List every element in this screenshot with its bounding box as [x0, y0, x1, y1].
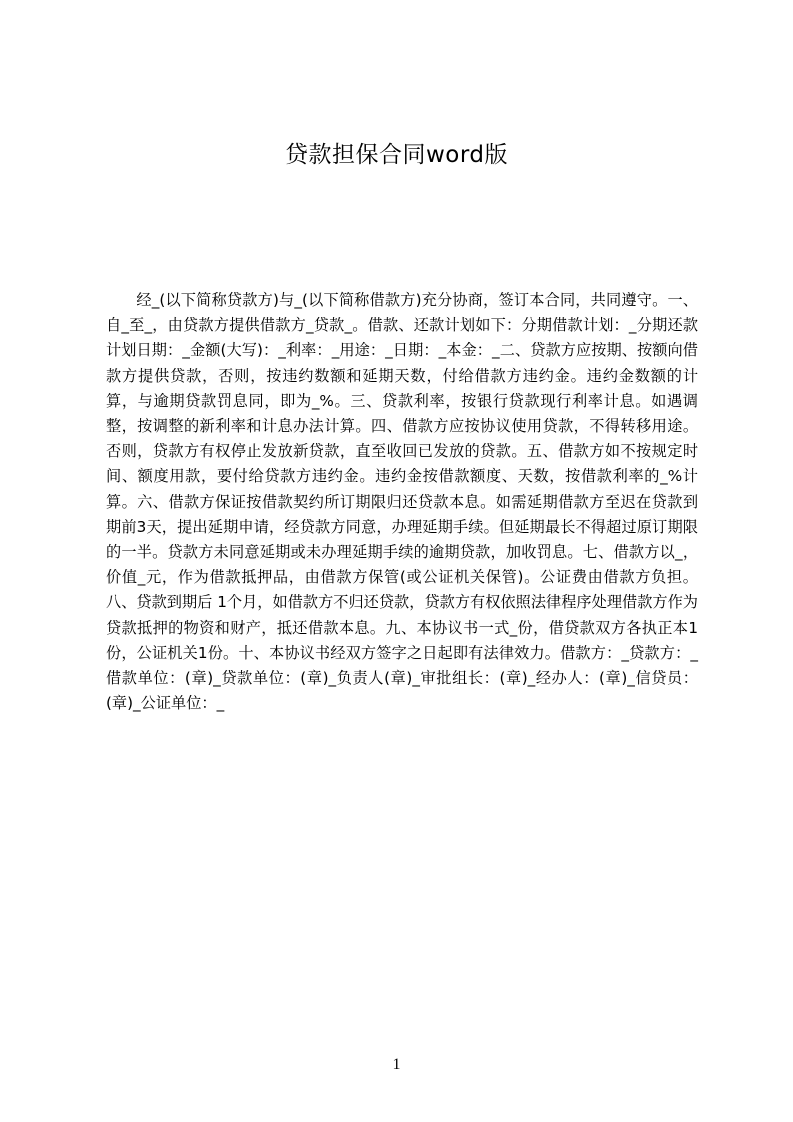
- page-number: 1: [392, 1056, 401, 1073]
- document-title: 贷款担保合同word版: [284, 142, 509, 168]
- contract-body-text: 经_(以下简称贷款方)与_(以下简称借款方)充分协商，签订本合同，共同遵守。一、自_至_，由贷款方提供借款方_贷款_。借款、还款计划如下：分期借款计划：_分期还款计划日期：_金额(大写)：_利率：_用途：_日期：_本金：_二、贷款方应按期、按额向借款方提供贷款，否则，按违约数额和延期天数，付给借款方违约金。违约金数额的计算，与逾期贷款罚息同，即为_%。三、贷款利率，按银行贷款现行利率计息。如遇调整，按调整的新利率和计息办法计算。四、借款方应按协议使用贷款，不得转移用途。否则，贷款方有权停止发放新贷款，直至收回已发放的贷款。五、借款方如不按规定时间、额度用款，要付给贷款方违约金。违约金按借款额度、天数，按借款利率的_%计算。六、借款方保证按借款契约所订期限归还贷款本息。如需延期借款方至迟在贷款到期前3天，提出延期申请，经贷款方同意，办理延期手续。但延期最长不得超过原订期限的一半。贷款方未同意延期或未办理延期手续的逾期贷款，加收罚息。七、借款方以_，价值_元，作为借款抵押品，由借款方保管(或公证机关保管)。公证费由借款方负担。八、贷款到期后 1个月，如借款方不归还贷款，贷款方有权依照法律程序处理借款方作为贷款抵押的物资和财产，抵还借款本息。九、本协议书一式_份，借贷款双方各执正本1份，公证机关1份。十、本协议书经双方签字之日起即有法律效力。借款方：_贷款方：_借款单位：(章)_贷款单位：(章)_负责人(章)_审批组长：(章)_经办人：(章)_信贷员：(章)_公证单位：_: [106, 291, 698, 713]
